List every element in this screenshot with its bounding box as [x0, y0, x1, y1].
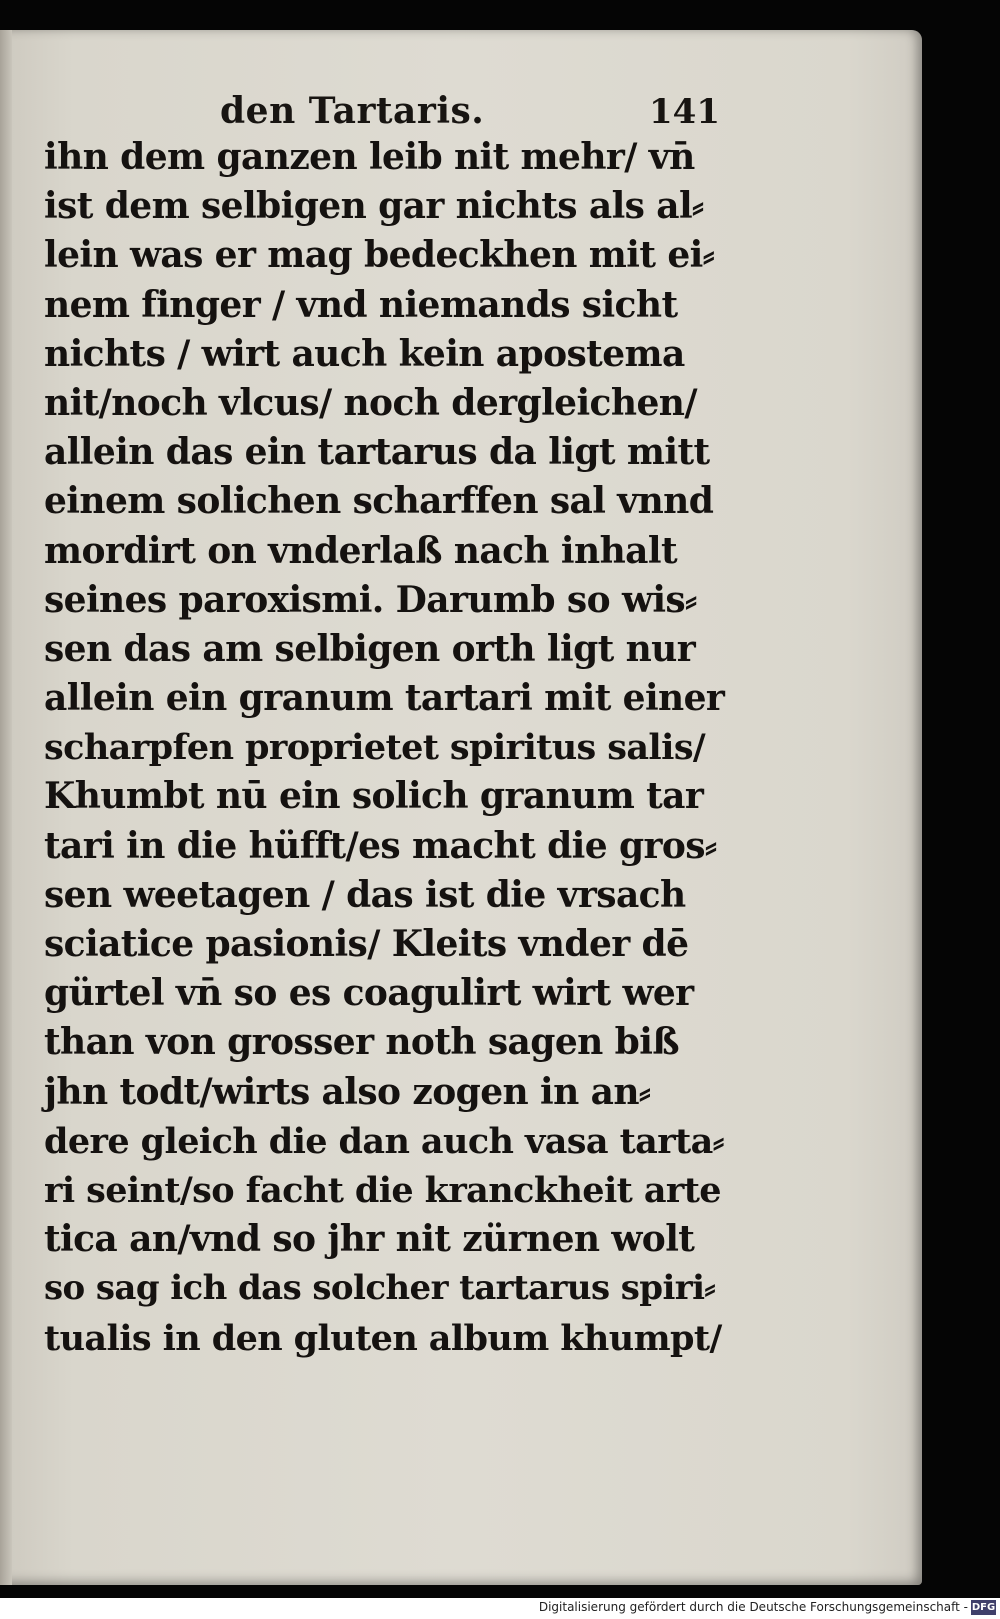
text-line: allein ein granum tartari mit einer — [44, 677, 725, 720]
text-line: seines paroxismi. Darumb so wis⸗ — [44, 578, 697, 621]
text-line: sciatice pasionis/ Kleits vnder dē — [44, 923, 689, 965]
text-line: einem solichen scharffen sal vnnd — [44, 480, 714, 523]
text-line: nichts / wirt auch kein apostema — [44, 332, 685, 375]
text-line: lein was er mag bedeckhen mit ei⸗ — [44, 234, 715, 277]
text-line: tica an/vnd so jhr nit zürnen wolt — [44, 1218, 695, 1261]
page-header — [210, 72, 720, 132]
text-line: tari in die hüfft/es macht die gros⸗ — [44, 824, 717, 867]
body-text — [44, 133, 724, 1363]
text-line: so sag ich das solcher tartarus spiri⸗ — [44, 1268, 716, 1309]
text-line: nit/noch vlcus/ noch dergleichen/ — [44, 381, 697, 424]
text-line: scharpfen proprietet spiritus salis/ — [44, 727, 706, 769]
text-line: ri seint/so facht die kranckheit arte — [44, 1169, 721, 1211]
text-line: jhn todt/wirts also zogen in an⸗ — [44, 1070, 651, 1113]
page-gutter — [0, 30, 12, 1585]
text-line: tualis in den gluten album khumpt/ — [44, 1317, 722, 1359]
text-line: sen das am selbigen orth ligt nur — [44, 627, 696, 670]
text-line: Khumbt nū ein solich granum tar — [44, 775, 704, 818]
funding-credit: Digitalisierung gefördert durch die Deutsche Forschungsgemeinschaft - — [538, 1600, 968, 1614]
page-number: 141 — [649, 92, 720, 132]
text-line: ihn dem ganzen leib nit mehr/ vn̄ — [44, 136, 695, 178]
running-head: den Tartaris. — [220, 90, 485, 132]
footer-bar — [0, 1598, 1000, 1619]
text-line: mordirt on vnderlaß nach inhalt — [44, 529, 677, 572]
text-line: than von grosser noth sagen biß — [44, 1021, 680, 1064]
text-line: dere gleich die dan auch vasa tarta⸗ — [44, 1120, 724, 1162]
text-line: gürtel vn̄ so es coagulirt wirt wer — [44, 972, 694, 1015]
text-line: ist dem selbigen gar nichts als al⸗ — [44, 185, 704, 228]
text-line: nem finger / vnd niemands sicht — [44, 283, 678, 326]
text-line: allein das ein tartarus da ligt mitt — [44, 431, 710, 474]
text-line: sen weetagen / das ist die vrsach — [44, 873, 686, 916]
dfg-logo: DFG — [971, 1602, 996, 1613]
